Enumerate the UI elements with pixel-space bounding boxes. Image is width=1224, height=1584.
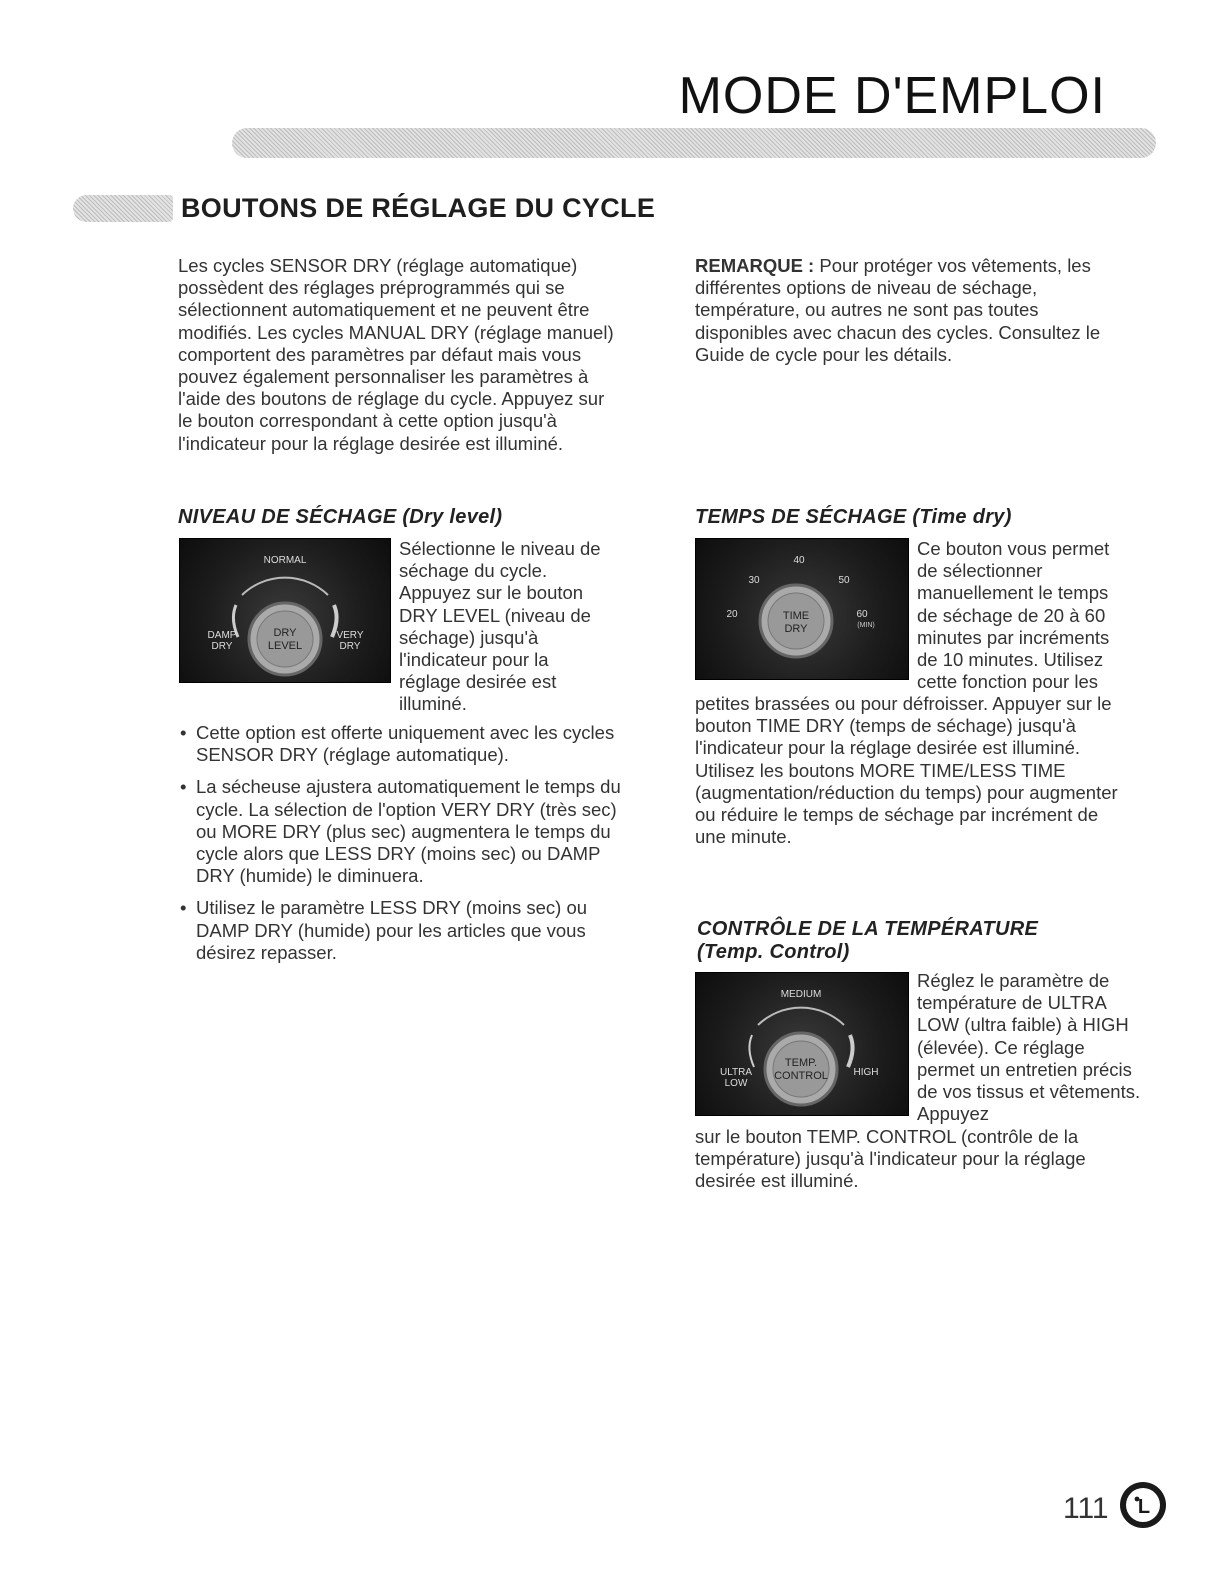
dry-level-bullet: • Utilisez le paramètre LESS DRY (moins sec) ou DAMP DRY (humide) pour les articles que vous désirez repasser. <box>180 897 630 964</box>
label-30: 30 <box>748 575 760 586</box>
knob-label-line2: CONTROL <box>774 1070 828 1082</box>
label-50: 50 <box>838 575 850 586</box>
dry-level-dial <box>180 539 390 682</box>
label-normal: NORMAL <box>263 555 307 566</box>
label-very: VERY <box>336 630 364 641</box>
note-label: REMARQUE : <box>695 255 815 276</box>
dry-level-knob-inner <box>257 611 313 667</box>
dry-level-bullets <box>180 722 630 974</box>
dry-level-heading-fr: NIVEAU DE SÉCHAGE <box>178 506 397 528</box>
header-bar <box>232 128 1156 158</box>
chapter-title: MODE D'EMPLOI <box>678 67 1106 125</box>
lg-logo-mark <box>1120 1482 1166 1528</box>
time-dry-description: Ce bouton vous permet de sélectionner manuellement le temps de séchage de 20 à 60 minutes par incréments de 10 minutes. Utilisez cette fonction pour les <box>917 538 1110 693</box>
time-dry-dial <box>696 539 908 679</box>
knob-label-line1: DRY <box>273 627 297 639</box>
temp-control-heading-en: (Temp. Control) <box>697 941 850 963</box>
dial-arc-top <box>242 578 328 595</box>
section-title: BOUTONS DE RÉGLAGE DU CYCLE <box>181 193 656 223</box>
temp-control-description-cont: sur le bouton TEMP. CONTROL (contrôle de la température) jusqu'à l'indicateur pour la réglage desirée est illuminé. <box>695 1126 1086 1192</box>
label-20: 20 <box>726 609 738 620</box>
label-very-dry: DRY <box>339 641 361 652</box>
label-60: 60 <box>856 609 868 620</box>
temp-control-knob-inner <box>773 1041 829 1097</box>
dial-arc-top <box>758 1008 844 1025</box>
label-min: (MIN) <box>857 622 875 629</box>
knob-label-line2: LEVEL <box>267 640 303 652</box>
note-paragraph <box>695 255 1115 366</box>
temp-control-heading <box>697 918 1038 964</box>
dry-level-heading-en: (Dry level) <box>402 506 503 528</box>
label-40: 40 <box>793 555 805 566</box>
temp-control-panel-image <box>695 972 909 1116</box>
time-dry-heading-fr: TEMPS DE SÉCHAGE <box>695 506 907 528</box>
label-low: LOW <box>724 1078 748 1089</box>
dry-level-heading <box>178 506 502 529</box>
temp-control-description: Réglez le paramètre de température de ULTRA LOW (ultra faible) à HIGH (élevée). Ce réglage permet un entretien précis de vos tissus et vêtements. Appuyez <box>917 970 1141 1125</box>
temp-control-heading-fr: CONTRÔLE DE LA TEMPÉRATURE <box>697 918 1039 940</box>
knob-label-line1: TEMP. <box>784 1057 818 1069</box>
lg-logo-icon <box>1120 1482 1166 1528</box>
intro-paragraph: Les cycles SENSOR DRY (réglage automatique) possèdent des réglages préprogrammés qui se sélectionnent automatiquement et ne peuvent être modifiés. Les cycles MANUAL DRY (réglage manuel) comportent des paramètres par défaut mais vous pouvez également personnaliser les paramètres à l'aide des boutons de réglage du cycle. Appuyez sur le bouton correspondant à cette option jusqu'à l'indicateur pour la réglage desirée est illuminé. <box>178 255 614 454</box>
label-damp: DAMP <box>207 630 237 641</box>
dry-level-bullet: • La sécheuse ajustera automatiquement le temps du cycle. La sélection de l'option VERY DRY (très sec) ou MORE DRY (plus sec) augmentera le temps du cycle alors que LESS DRY (moins sec) ou DAMP DRY (humide) le diminuera. <box>180 776 630 887</box>
dry-level-description: Sélectionne le niveau de séchage du cycle. Appuyez sur le bouton DRY LEVEL (niveau de séchage) jusqu'à l'indicateur pour la réglage desirée est illuminé. <box>399 538 601 715</box>
time-dry-heading-en: (Time dry) <box>912 506 1012 528</box>
time-dry-description-cont: petites brassées ou pour défroisser. Appuyer sur le bouton TIME DRY (temps de séchage) jusqu'à l'indicateur pour la réglage desirée est illuminé. Utilisez les boutons MORE TIME/LESS TIME (augmentation/réduction du temps) pour augmenter ou réduire le temps de séchage par incrément de une minute. <box>695 693 1118 848</box>
dial-arc-left <box>749 1035 754 1067</box>
knob-label-line2: DRY <box>784 623 808 635</box>
label-medium: MEDIUM <box>780 989 822 1000</box>
temp-control-dial <box>696 973 908 1115</box>
label-damp-dry: DRY <box>211 641 233 652</box>
dial-arc-right <box>848 1035 853 1067</box>
dry-level-panel-image <box>179 538 391 683</box>
knob-label-line1: TIME <box>782 610 810 622</box>
logo-letter: L <box>1137 1496 1151 1518</box>
label-ultra: ULTRA <box>719 1067 753 1078</box>
label-high: HIGH <box>853 1067 879 1078</box>
time-dry-panel-image <box>695 538 909 680</box>
page-number: 111 <box>1063 1492 1109 1525</box>
dry-level-bullet: • Cette option est offerte uniquement avec les cycles SENSOR DRY (réglage automatique). <box>180 722 630 766</box>
time-dry-heading <box>695 506 1012 529</box>
section-marker <box>73 195 173 222</box>
note-text: Pour protéger vos vêtements, les différentes options de niveau de séchage, température, ou autres ne sont pas toutes disponibles avec chacun des cycles. Consultez le Guide de cycle pour les détails. <box>695 255 1101 365</box>
